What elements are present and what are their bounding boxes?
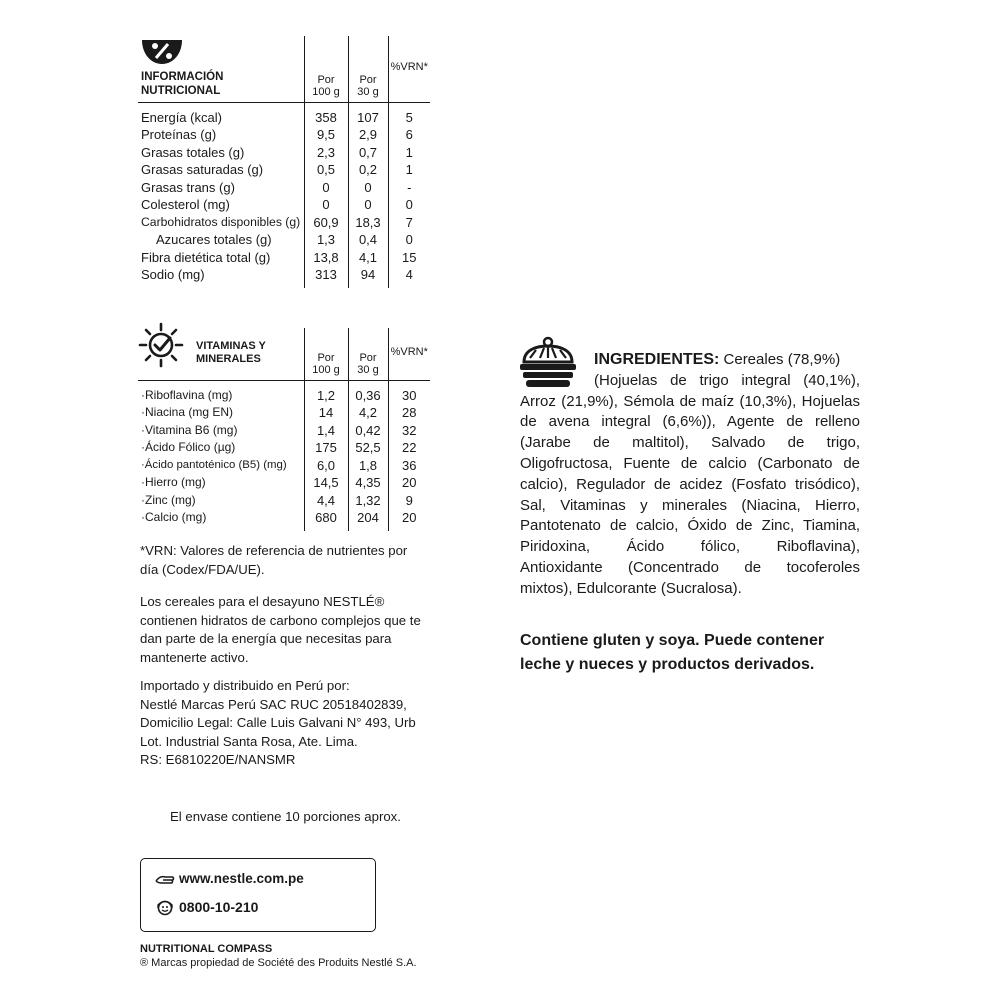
table-header-row <box>138 36 430 102</box>
table-row: ·Vitamina B6 (mg) 1,4 0,42 32 <box>138 422 430 440</box>
table-row: Colesterol (mg) 0 0 0 <box>138 196 430 214</box>
table-row: ·Calcio (mg) 680 204 20 <box>138 509 430 531</box>
website-link[interactable]: www.nestle.com.pe <box>179 871 304 886</box>
table-row: ·Ácido pantoténico (B5) (mg) 6,0 1,8 36 <box>138 457 430 475</box>
footer <box>140 942 417 970</box>
vrn-note: *VRN: Valores de referencia de nutrientes por día (Codex/FDA/UE). <box>140 543 408 577</box>
col-per-100g: Por 100 g <box>304 328 348 380</box>
col-vrn: %VRN* <box>388 328 430 380</box>
table-row: Fibra dietética total (g) 13,8 4,1 15 <box>138 249 430 267</box>
phone-link[interactable]: 0800-10-210 <box>179 899 259 915</box>
nutrition-title: INFORMACIÓN NUTRICIONAL <box>141 71 224 97</box>
ingredients-line: INGREDIENTES: Cereales (78,9%) <box>594 351 841 368</box>
vitamins-title: VITAMINAS Y MINERALES <box>196 340 266 365</box>
vitamins-table <box>138 328 430 531</box>
table-row: Grasas totales (g) 2,3 0,7 1 <box>138 144 430 162</box>
ingredients-line: Piridoxina, Ácido fólico, Riboflavina), <box>520 538 860 556</box>
table-row: Energía (kcal) 358 107 5 <box>138 102 430 126</box>
contact-box <box>140 858 376 932</box>
col-per-30g: Por 30 g <box>348 328 388 380</box>
table-row: ·Hierro (mg) 14,5 4,35 20 <box>138 474 430 492</box>
ingredients-block <box>520 350 860 600</box>
table-row: ·Riboflavina (mg) 1,2 0,36 30 <box>138 380 430 404</box>
table-row: ·Ácido Fólico (µg) 175 52,5 22 <box>138 439 430 457</box>
table-header-row <box>138 328 430 380</box>
table-row: Carbohidratos disponibles (g) 60,9 18,3 7 <box>138 214 430 232</box>
cereal-note: Los cereales para el desayuno NESTLÉ® contienen hidratos de carbono complejos que te dan parte de la energía que necesitas para mantenerte activo. <box>140 594 421 665</box>
table-row: ·Niacina (mg EN) 14 4,2 28 <box>138 404 430 422</box>
col-vrn: %VRN* <box>388 36 430 102</box>
ingredients-line: calcio), Regulador de acidez (Fosfato trisódico), <box>520 475 860 493</box>
table-row: Sodio (mg) 313 94 4 <box>138 266 430 288</box>
ingredients-line: Pantotenato de calcio, Óxido de Zinc, Tiamina, <box>520 517 860 535</box>
table-row: Proteínas (g) 9,5 2,9 6 <box>138 126 430 144</box>
ingredients-line: de avena integral (6,6%)), Agente de relleno <box>520 413 860 431</box>
footer-trademark: ® Marcas propiedad de Société des Produits Nestlé S.A. <box>140 957 417 969</box>
ingredients-heading: INGREDIENTES: <box>594 351 720 368</box>
nutrition-table <box>138 36 430 288</box>
ingredients-line: Antioxidante (Concentrado de tocoferoles <box>520 558 860 576</box>
footer-compass: NUTRITIONAL COMPASS <box>140 943 273 955</box>
table-row: Grasas saturadas (g) 0,5 0,2 1 <box>138 161 430 179</box>
ingredients-line: Sal, Vitaminas y minerales (Niacina, Hierro, <box>520 496 860 514</box>
ingredients-line: (Hojuelas de trigo integral (40,1%), <box>594 371 860 389</box>
ingredients-line: Arroz (21,9%), Sémola de maíz (10,3%), Hojuelas <box>520 392 860 410</box>
table-row: Grasas trans (g) 0 0 - <box>138 179 430 197</box>
phone-headset-icon <box>156 899 174 917</box>
web-hand-icon <box>155 873 175 887</box>
col-per-100g: Por 100 g <box>304 36 348 102</box>
ingredients-line: Oligofructosa, Fuente de calcio (Carbonato de <box>520 454 860 472</box>
ingredients-line: (Jarabe de maltitol), Salvado de trigo, <box>520 434 860 452</box>
ingredients-line: mixtos), Edulcorante (Sucralosa). <box>520 579 742 597</box>
importer-note: Importado y distribuido en Perú por: Nestlé Marcas Perú SAC RUC 20518402839, Domicilio Legal: Calle Luis Galvani N° 493, Urb Lot. Industrial Santa Rosa, Ate. Lima. RS: E6810220E/NANSMR <box>140 678 416 768</box>
portions-note: El envase contiene 10 porciones aprox. <box>170 809 401 824</box>
col-per-30g: Por 30 g <box>348 36 388 102</box>
allergens-note: Contiene gluten y soya. Puede contener leche y nueces y productos derivados. <box>520 632 825 673</box>
table-row: Azucares totales (g) 1,3 0,4 0 <box>138 231 430 249</box>
table-row: ·Zinc (mg) 4,4 1,32 9 <box>138 492 430 510</box>
